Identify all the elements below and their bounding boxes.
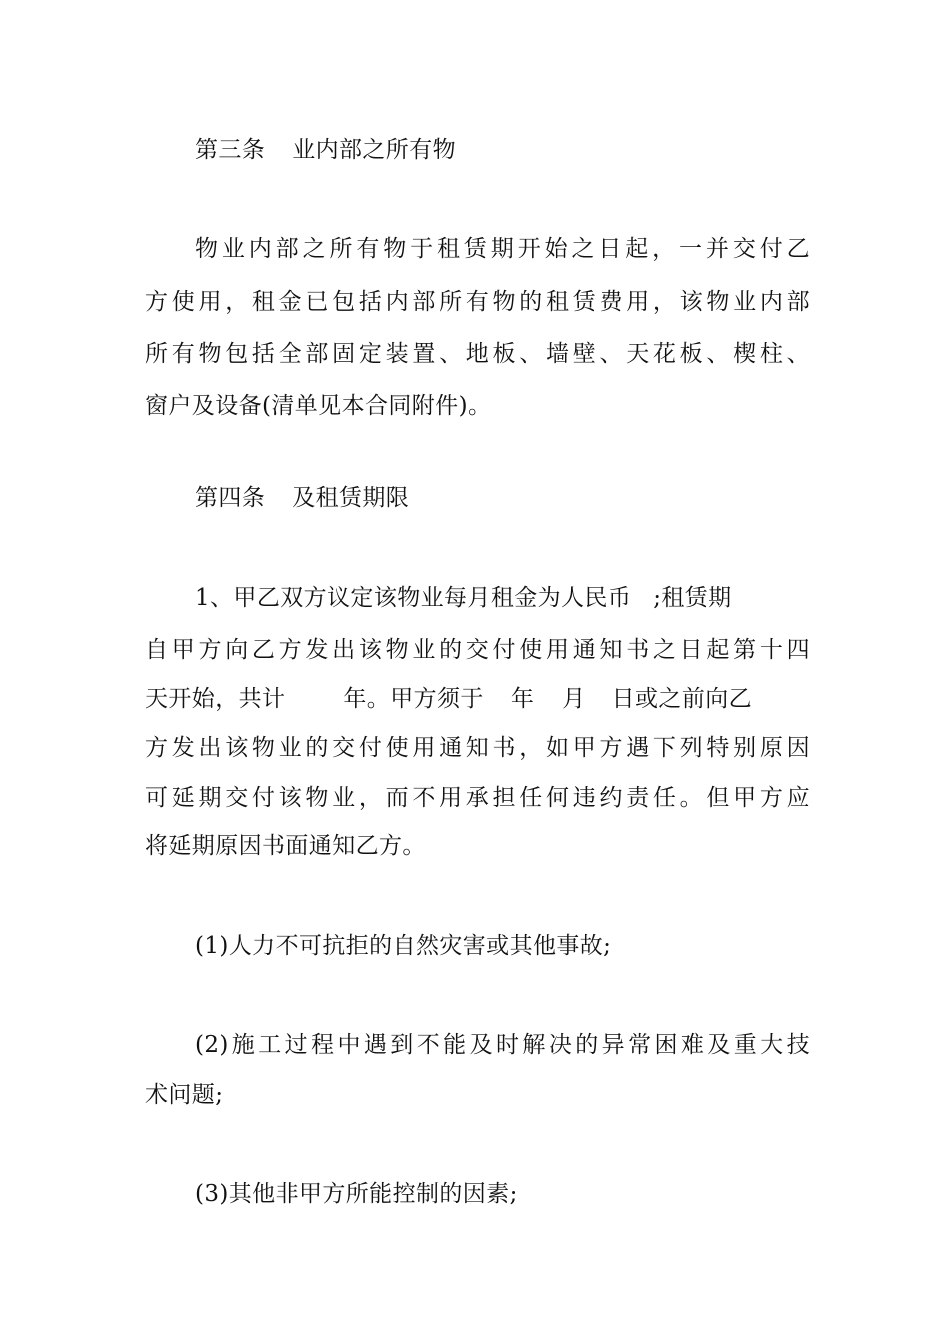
clause-1-total-text: 天开始，共计 [145,686,286,712]
article-3-line-1: 物业内部之所有物于租赁期开始之日起，一并交付乙 [195,236,810,262]
clause-1-due-text: 年。甲方须于 [343,686,484,712]
reason-3: (3)其他非甲方所能控制的因素; [195,1181,518,1207]
clause-1-line-4: 方发出该物业的交付使用通知书，如甲方遇下列特别原因 [145,735,810,761]
article-3-line-3: 所有物包括全部固定装置、地板、墙壁、天花板、楔柱、 [145,341,810,367]
clause-1-line-1 [195,583,810,613]
article-3-heading [195,135,810,165]
article-3-line-4: 窗户及设备(清单见本合同附件)。 [145,393,492,419]
article-3-number: 第三条 [195,137,266,163]
article-4-number: 第四条 [195,485,266,511]
clause-1-day-text: 日或之前向乙 [611,686,753,712]
article-3-line-2: 方使用，租金已包括内部所有物的租赁费用，该物业内部 [145,289,810,315]
clause-1-line-6: 将延期原因书面通知乙方。 [145,833,426,859]
article-4-heading [195,483,810,513]
clause-1-rent-text: 1、甲乙双方议定该物业每月租金为人民币 [195,585,632,611]
article-4-title: 及租赁期限 [292,485,410,511]
reason-1: (1)人力不可抗拒的自然灾害或其他事故; [195,933,612,959]
clause-1-month-label: 月 [562,686,586,712]
clause-1-line-5: 可延期交付该物业，而不用承担任何违约责任。但甲方应 [145,785,810,811]
reason-2-line-2: 术问题; [145,1082,224,1108]
clause-1-line-3 [145,684,810,714]
reason-2-line-1: (2)施工过程中遇到不能及时解决的异常困难及重大技 [195,1032,810,1058]
clause-1-year-label: 年 [510,686,535,712]
clause-1-term-text: ;租赁期 [653,585,732,611]
clause-1-line-2: 自甲方向乙方发出该物业的交付使用通知书之日起第十四 [145,637,810,663]
article-3-title: 业内部之所有物 [292,137,457,163]
